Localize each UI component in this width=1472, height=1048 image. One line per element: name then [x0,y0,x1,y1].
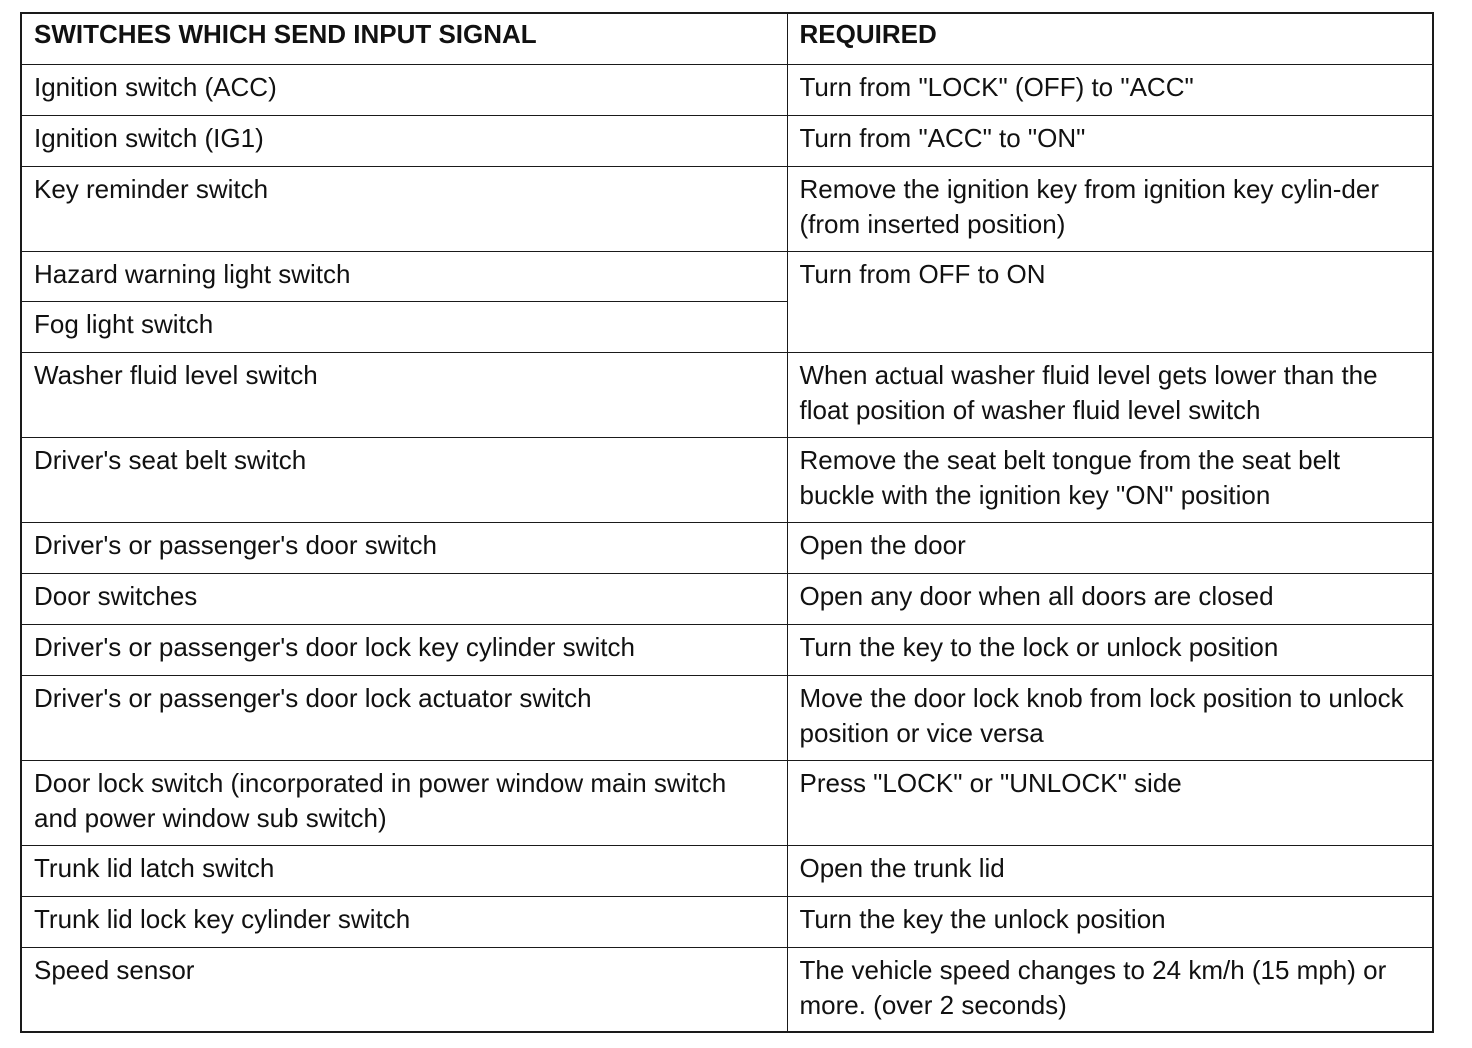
switch-cell: Hazard warning light switch [21,251,787,301]
required-cell: Turn from "LOCK" (OFF) to "ACC" [787,64,1433,115]
switch-cell: Driver's or passenger's door switch [21,522,787,573]
required-cell: Move the door lock knob from lock position to unlock position or vice versa [787,675,1433,760]
table-row [21,115,1433,166]
switch-cell: Driver's or passenger's door lock actuator switch [21,675,787,760]
header-switches: SWITCHES WHICH SEND INPUT SIGNAL [21,13,787,64]
table-row [21,251,1433,301]
required-cell: Open the door [787,522,1433,573]
required-cell: Turn from OFF to ON [787,251,1433,352]
table-row [21,675,1433,760]
table-row [21,166,1433,251]
required-cell: Press "LOCK" or "UNLOCK" side [787,760,1433,845]
required-cell: Remove the seat belt tongue from the seat belt buckle with the ignition key "ON" position [787,437,1433,522]
switch-cell: Trunk lid latch switch [21,845,787,896]
required-cell: Turn from "ACC" to "ON" [787,115,1433,166]
required-cell: Turn the key to the lock or unlock position [787,624,1433,675]
switch-cell: Driver's seat belt switch [21,437,787,522]
switch-cell: Driver's or passenger's door lock key cylinder switch [21,624,787,675]
table-row [21,522,1433,573]
switch-cell: Fog light switch [21,301,787,352]
header-row [21,13,1433,64]
table-row [21,947,1433,1032]
header-required: REQUIRED [787,13,1433,64]
switch-input-table [20,12,1434,1033]
switch-cell: Washer fluid level switch [21,352,787,437]
switch-cell: Speed sensor [21,947,787,1032]
required-cell: Turn the key the unlock position [787,896,1433,947]
switch-cell: Door lock switch (incorporated in power window main switch and power window sub switch) [21,760,787,845]
required-cell: The vehicle speed changes to 24 km/h (15 mph) or more. (over 2 seconds) [787,947,1433,1032]
switch-cell: Trunk lid lock key cylinder switch [21,896,787,947]
table-row [21,437,1433,522]
switch-cell: Ignition switch (ACC) [21,64,787,115]
required-cell: Open any door when all doors are closed [787,573,1433,624]
table-row [21,352,1433,437]
switch-cell: Ignition switch (IG1) [21,115,787,166]
table-row [21,624,1433,675]
table-row [21,64,1433,115]
table-row [21,896,1433,947]
table-row [21,760,1433,845]
required-cell: Remove the ignition key from ignition key cylin-der (from inserted position) [787,166,1433,251]
required-cell: When actual washer fluid level gets lower than the float position of washer fluid level switch [787,352,1433,437]
switch-cell: Key reminder switch [21,166,787,251]
table-row [21,845,1433,896]
required-cell: Open the trunk lid [787,845,1433,896]
table-row [21,573,1433,624]
switch-cell: Door switches [21,573,787,624]
